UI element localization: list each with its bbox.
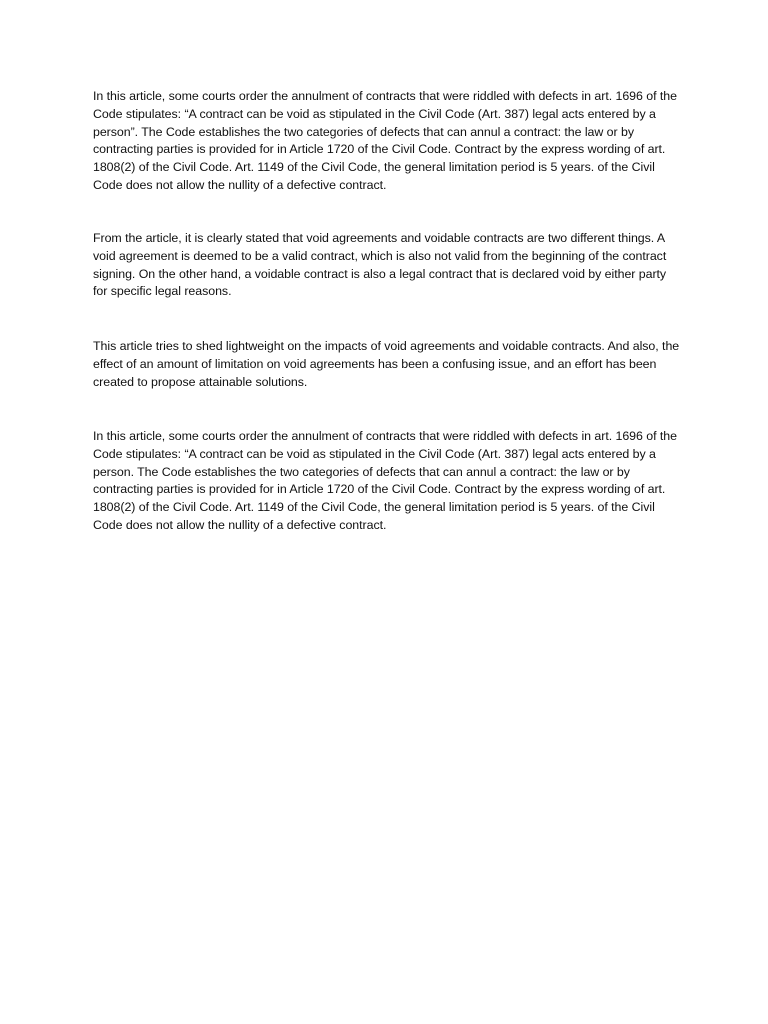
paragraph-2: From the article, it is clearly stated that void agreements and voidable contracts are two different things. A void agreement is deemed to be a valid contract, which is also not valid from the beginning of the contract signing. On the other hand, a voidable contract is also a legal contract that is declared void by either party for specific legal reasons. xyxy=(93,231,667,299)
paragraph-4: In this article, some courts order the annulment of contracts that were riddled with defects in art. 1696 of the Code stipulates: “A contract can be void as stipulated in the Civil Code (Art. 387) legal acts entered by a person. The Code establishes the two categories of defects that can annul a contract: the law or by contracting parties is provided for in Article 1720 of the Civil Code. Contract by the express wording of art. 1808(2) of the Civil Code. Art. 1149 of the Civil Code, the general limitation period is 5 years. of the Civil Code does not allow the nullity of a defective contract. xyxy=(93,429,677,532)
paragraph-1: In this article, some courts order the annulment of contracts that were riddled with defects in art. 1696 of the Code stipulates: “A contract can be void as stipulated in the Civil Code (Art. 387) legal acts entered by a person”. The Code establishes the two categories of defects that can annul a contract: the law or by contracting parties is provided for in Article 1720 of the Civil Code. Contract by the express wording of art. 1808(2) of the Civil Code. Art. 1149 of the Civil Code, the general limitation period is 5 years. of the Civil Code does not allow the nullity of a defective contract. xyxy=(93,89,677,192)
paragraph-3: This article tries to shed lightweight on the impacts of void agreements and voidable contracts. And also, the effect of an amount of limitation on void agreements has been a confusing issue, and an effort has been created to propose attainable solutions. xyxy=(93,339,680,389)
